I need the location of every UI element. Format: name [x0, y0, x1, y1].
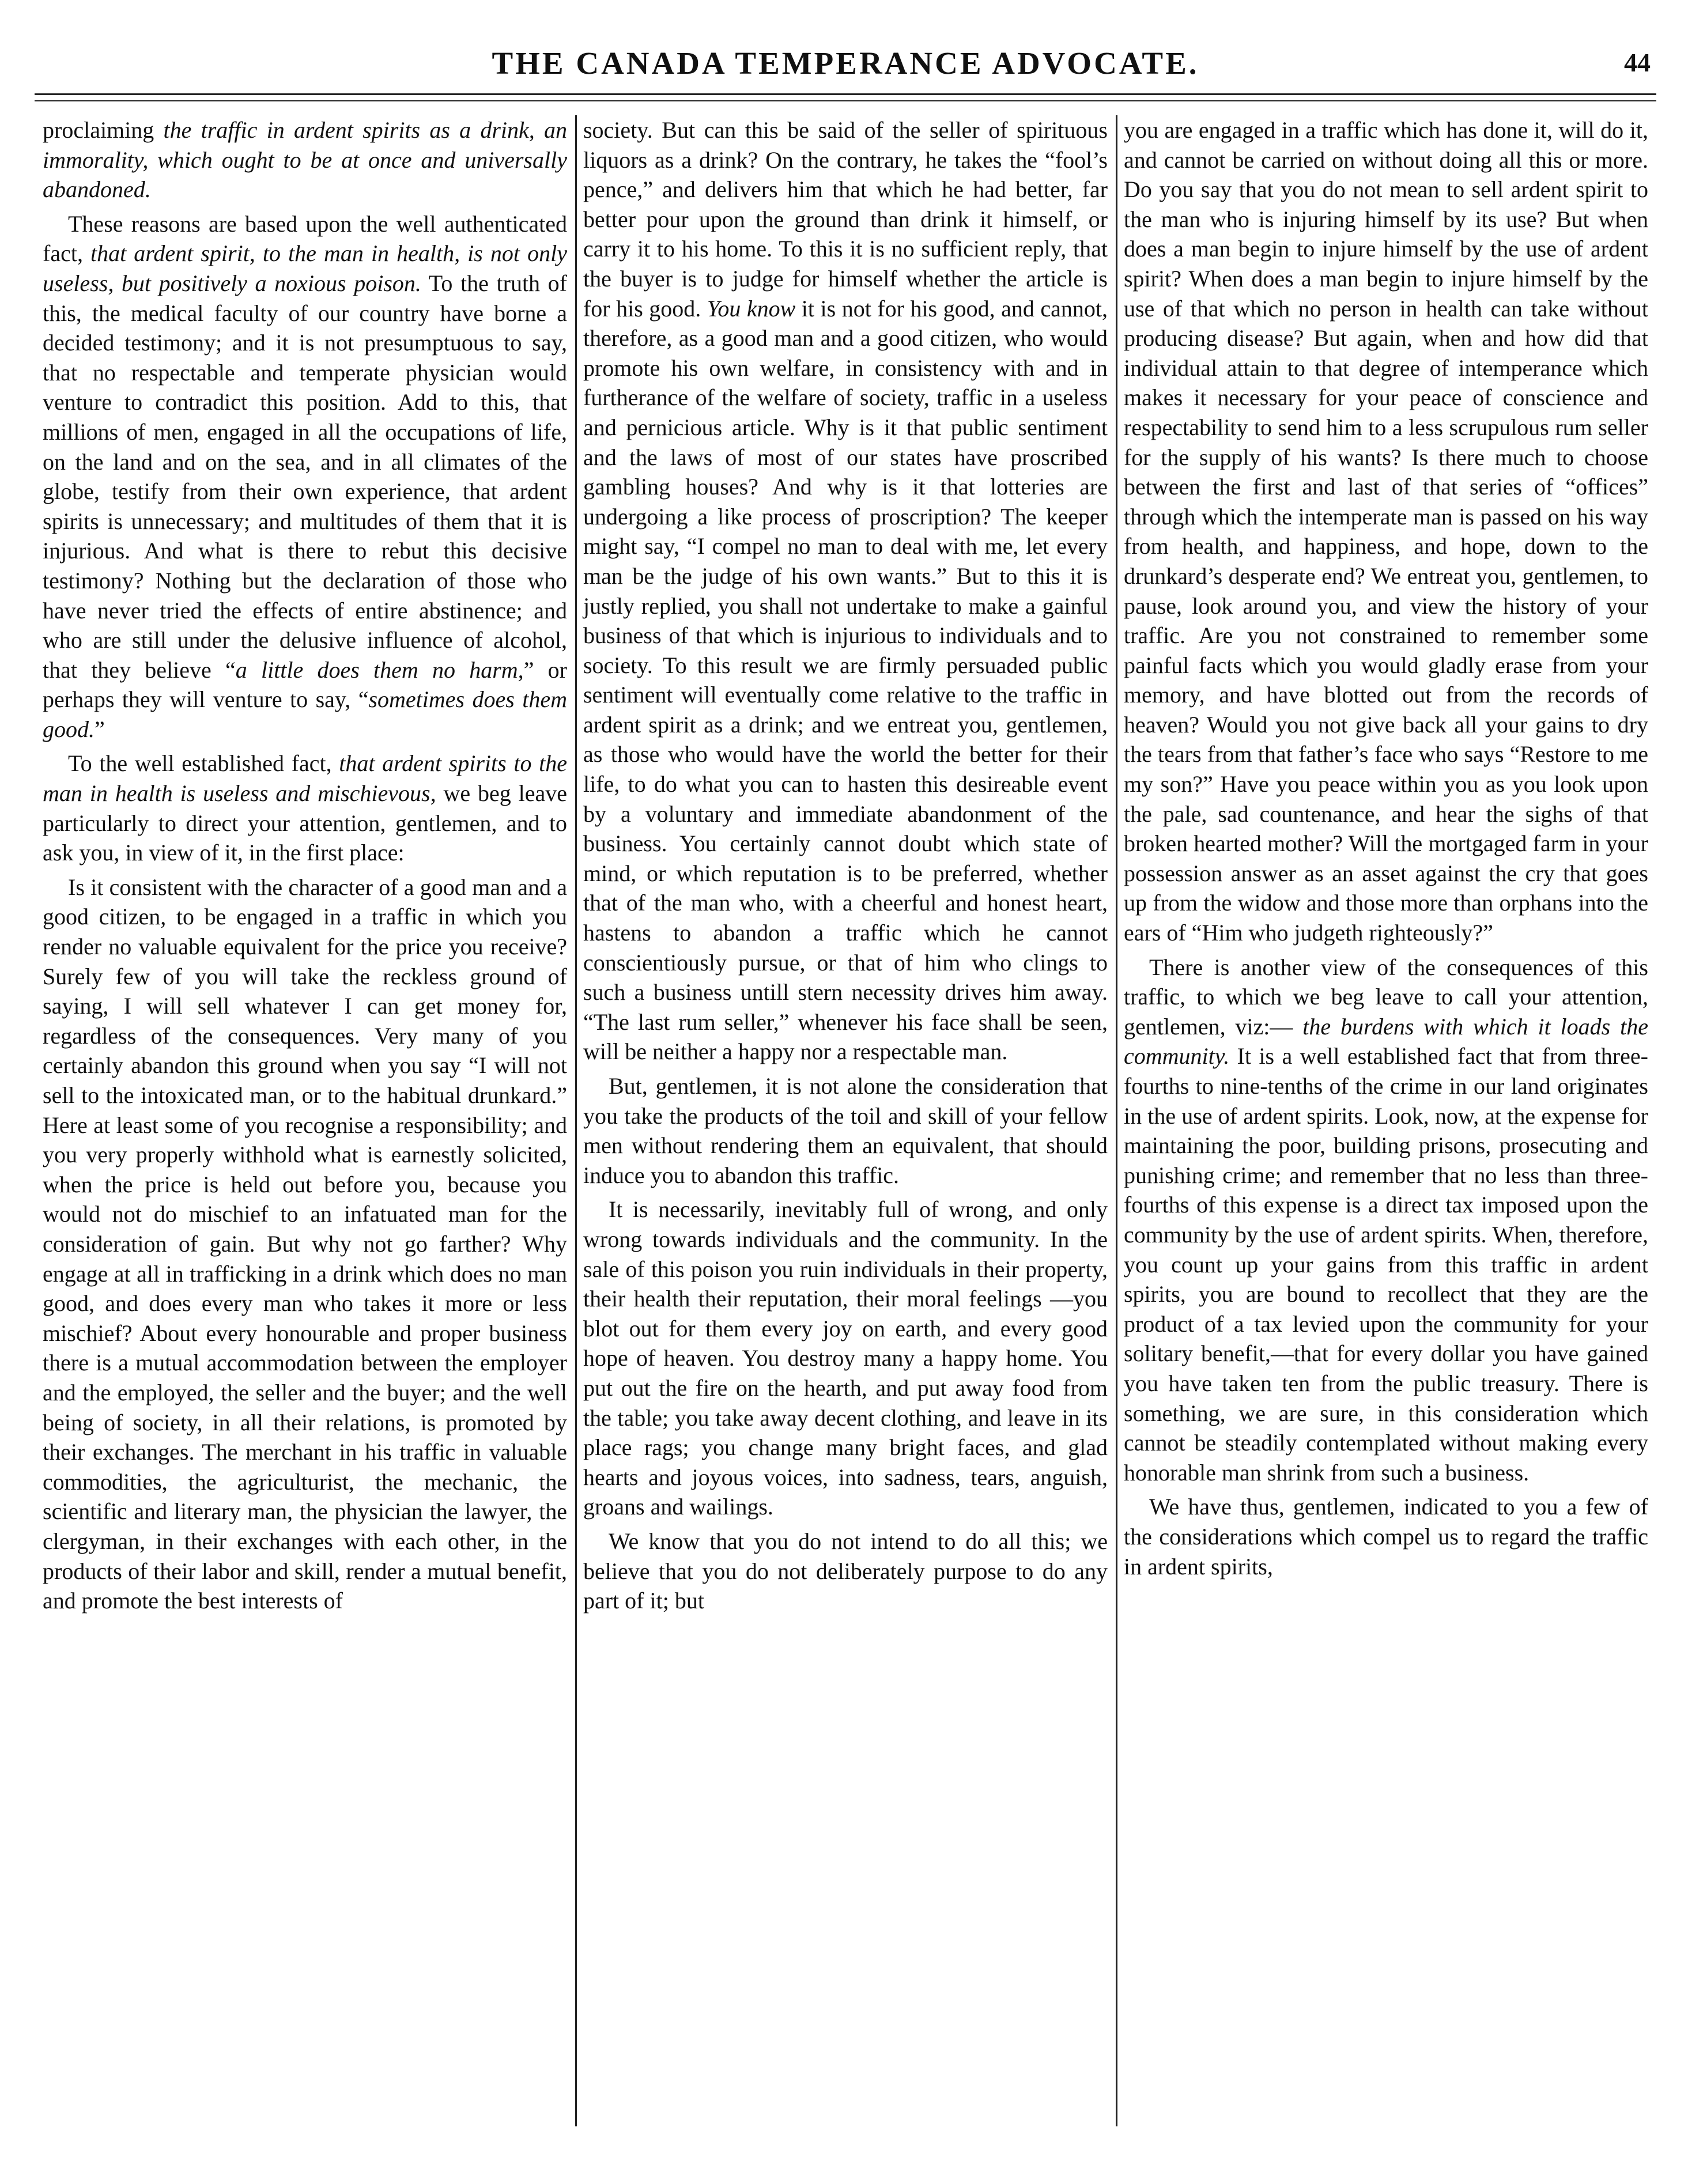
masthead — [35, 45, 1656, 91]
text-run: There is another view of the consequences of this traffic, to which we beg leave to call your attention, gentlemen, viz:— — [1123, 954, 1648, 1040]
article-paragraph — [583, 1071, 1108, 1190]
column-3 — [1116, 115, 1656, 2126]
column-1 — [35, 115, 575, 2126]
text-run: We know that you do not intend to do all this; we believe that you do not deliberately purpose to do any part of it; but — [583, 1528, 1108, 1614]
article-paragraph — [43, 872, 567, 1616]
text-run: It is necessarily, inevitably full of wrong, and only wrong towards individuals and the community. In the sale of this poison you ruin individuals in their property, their health their reputation, their moral feelings —you blot out for them every joy on earth, and every good hope of heaven. You destroy many a happy home. You put out the fire on the hearth, and put away food from the table; you take away decent clothing, and leave in its place rags; you change many bright faces, and glad hearts and joyous voices, into sadness, tears, anguish, groans and wailings. — [583, 1196, 1108, 1520]
italic-text: sometimes does them good. — [43, 686, 567, 742]
text-run: you are engaged in a traffic which has done it, will do it, and cannot be carried on without doing all this or more. Do you say that you do not mean to sell ardent spirit to the man who is injuring himself by its use? But when does a man begin to injure himself by the use of ardent spirit? When does a man begin to injure himself by the use of that which no person in health can take without producing disease? But again, when and how did that individual attain to that degree of intemperance which makes it necessary for your peace of conscience and respectability to send him to a less scrupulous rum seller for the supply of his wants? Is there much to choose between the first and last of that series of “offices” through which the intemperate man is passed on his way from health, and happiness, and hope, down to the drunkard’s desperate end? We entreat you, gentlemen, to pause, look around you, and view the history of your traffic. Are you not constrained to remember some painful facts which you would gladly erase from your memory, and have blotted out from the records of heaven? Would you not give back all your gains to dry the tears from that father’s face who says “Restore to me my son?” Have you peace within you as you look upon the pale, sad countenance, and hear the sighs of that broken hearted mother? Will the mortgaged farm in your possession answer as an asset against the cry that goes up from the widow and those more than orphans into the ears of “Him who judgeth righteously?” — [1123, 117, 1648, 946]
column-2 — [575, 115, 1116, 2126]
text-run: we beg leave particularly to direct your attention, gentlemen, and to ask you, in view of it, in the first place: — [43, 780, 567, 866]
italic-text: that ardent spirit, to the man in health, is not only useless, but positively a noxious poison. — [43, 240, 567, 296]
article-paragraph — [43, 209, 567, 745]
italic-text: You know — [707, 295, 796, 322]
article-paragraph — [1124, 115, 1648, 948]
italic-text: the traffic in ardent spirits as a drink, an immorality, which ought to be at once and universally abandoned. — [43, 117, 567, 203]
text-run: ” or perhaps they will venture to say, “ — [43, 656, 567, 713]
text-run: it is not for his good, and cannot, therefore, as a good man and a good citizen, who would promote his own welfare, in consistency with and in furtherance of the welfare of society, traffic in a useless and pernicious article. Why is it that public sentiment and the laws of most of our states have proscribed gambling houses? And why is it that lotteries are undergoing a like process of proscription? The keeper might say, “I compel no man to deal with me, let every man be the judge of his own wants.” But to this it is justly replied, you shall not undertake to make a gainful business of that which is injurious to individuals and to society. To this result we are firmly persuaded public sentiment will eventually come relative to the traffic in ardent spirit as a drink; and we entreat you, gentlemen, as those who would have the world the better for their life, to do what you can to hasten this desireable event by a voluntary and immediate abandonment of the business. You certainly cannot doubt which state of mind, or which reputation is to be preferred, whether that of the man who, with a cheerful and honest heart, hastens to abandon a traffic which he cannot conscientiously pursue, or that of him who clings to such a business untill stern necessity drives him away. “The last rum seller,” whenever his face shall be seen, will be neither a happy nor a respectable man. — [583, 295, 1108, 1065]
text-run: It is a well established fact that from three-fourths to nine-tenths of the crime in our land originates in the use of ardent spirits. Look, now, at the expense for maintaining the poor, building prisons, prosecuting and punishing crime; and remember that no less than three-fourths of this expense is a direct tax imposed upon the community by the use of ardent spirits. When, therefore, you count up your gains from this traffic in ardent spirits, you are bound to recollect that they are the product of a tax levied upon the community for your solitary benefit,—that for every dollar you have gained you have taken ten from the public treasury. There is something, we are sure, in this consideration which cannot be steadily contemplated without making every honorable man shrink from such a business. — [1123, 1043, 1648, 1486]
italic-text: that ardent spirits to the man in health is useless and mischievous, — [43, 750, 567, 807]
page-title: THE CANADA TEMPERANCE ADVOCATE. — [492, 46, 1199, 81]
page-number: 44 — [1624, 48, 1651, 77]
article-paragraph — [1124, 953, 1648, 1488]
article-columns — [35, 115, 1656, 2126]
article-paragraph — [43, 115, 567, 205]
text-run: To the truth of this, the medical faculty of our country have borne a decided testimony; and it is not presumptuous to say, that no respectable and temperate physician would venture to contradict this position. Add to this, that millions of men, engaged in all the occupations of life, on the land and on the sea, and in all climates of the globe, testify from their own experience, that ardent spirits is unnecessary; and multitudes of them that it is injurious. And what is there to rebut this decisive testimony? Nothing but the declaration of those who have never tried the effects of entire abstinence; and who are still under the delusive influence of alcohol, that they believe “ — [43, 270, 567, 683]
text-run: ” — [95, 716, 105, 742]
text-run: These reasons are based upon the well authenticated fact, — [43, 210, 567, 267]
text-run: society. But can this be said of the seller of spirituous liquors as a drink? On the contrary, he takes the “fool’s pence,” and delivers him that which he had better, far better pour upon the ground than drink it himself, or carry it to his home. To this it is no sufficient reply, that the buyer is to judge for himself whether the article is for his good. — [583, 117, 1108, 322]
header-rule-thin — [35, 100, 1656, 101]
italic-text: a little does them no harm, — [235, 656, 524, 683]
text-run: Is it consistent with the character of a good man and a good citizen, to be engaged in a traffic in which you render no valuable equivalent for the price you receive? Surely few of you will take the reckless ground of saying, I will sell whatever I can get money for, regardless of the consequences. Very many of you certainly abandon this ground when you say “I will not sell to the intoxicated man, or to the habitual drunkard.” Here at least some of you recognise a responsibility; and you very properly withhold what is earnestly solicited, when the price is held out before you, because you would not do mischief to an infatuated man for the consideration of gain. But why not go farther? Why engage at all in trafficking in a drink which does no man good, and does every man who takes it more or less mischief? About every honourable and proper business there is a mutual accommodation between the employer and the employed, the seller and the buyer; and the well being of society, in all their relations, is promoted by their exchanges. The merchant in his traffic in valuable commodities, the agriculturist, the mechanic, the scientific and literary man, the physician the lawyer, the clergyman, in their exchanges with each other, in the products of their labor and skill, render a mutual benefit, and promote the best interests of — [43, 874, 567, 1614]
text-run: But, gentlemen, it is not alone the consideration that you take the products of the toil and skill of your fellow men without rendering them an equivalent, that should induce you to abandon this traffic. — [583, 1073, 1108, 1188]
text-run: To the well established fact, — [68, 750, 339, 777]
text-run: proclaiming — [43, 117, 164, 143]
article-paragraph — [583, 1195, 1108, 1522]
italic-text: the burdens with which it loads the community. — [1123, 1013, 1648, 1070]
article-paragraph — [583, 115, 1108, 1067]
header-rule — [35, 93, 1656, 95]
article-paragraph — [1124, 1492, 1648, 1581]
text-run: We have thus, gentlemen, indicated to you a few of the considerations which compel us to regard the traffic in ardent spirits, — [1123, 1494, 1648, 1580]
article-paragraph — [43, 749, 567, 867]
article-paragraph — [583, 1526, 1108, 1616]
